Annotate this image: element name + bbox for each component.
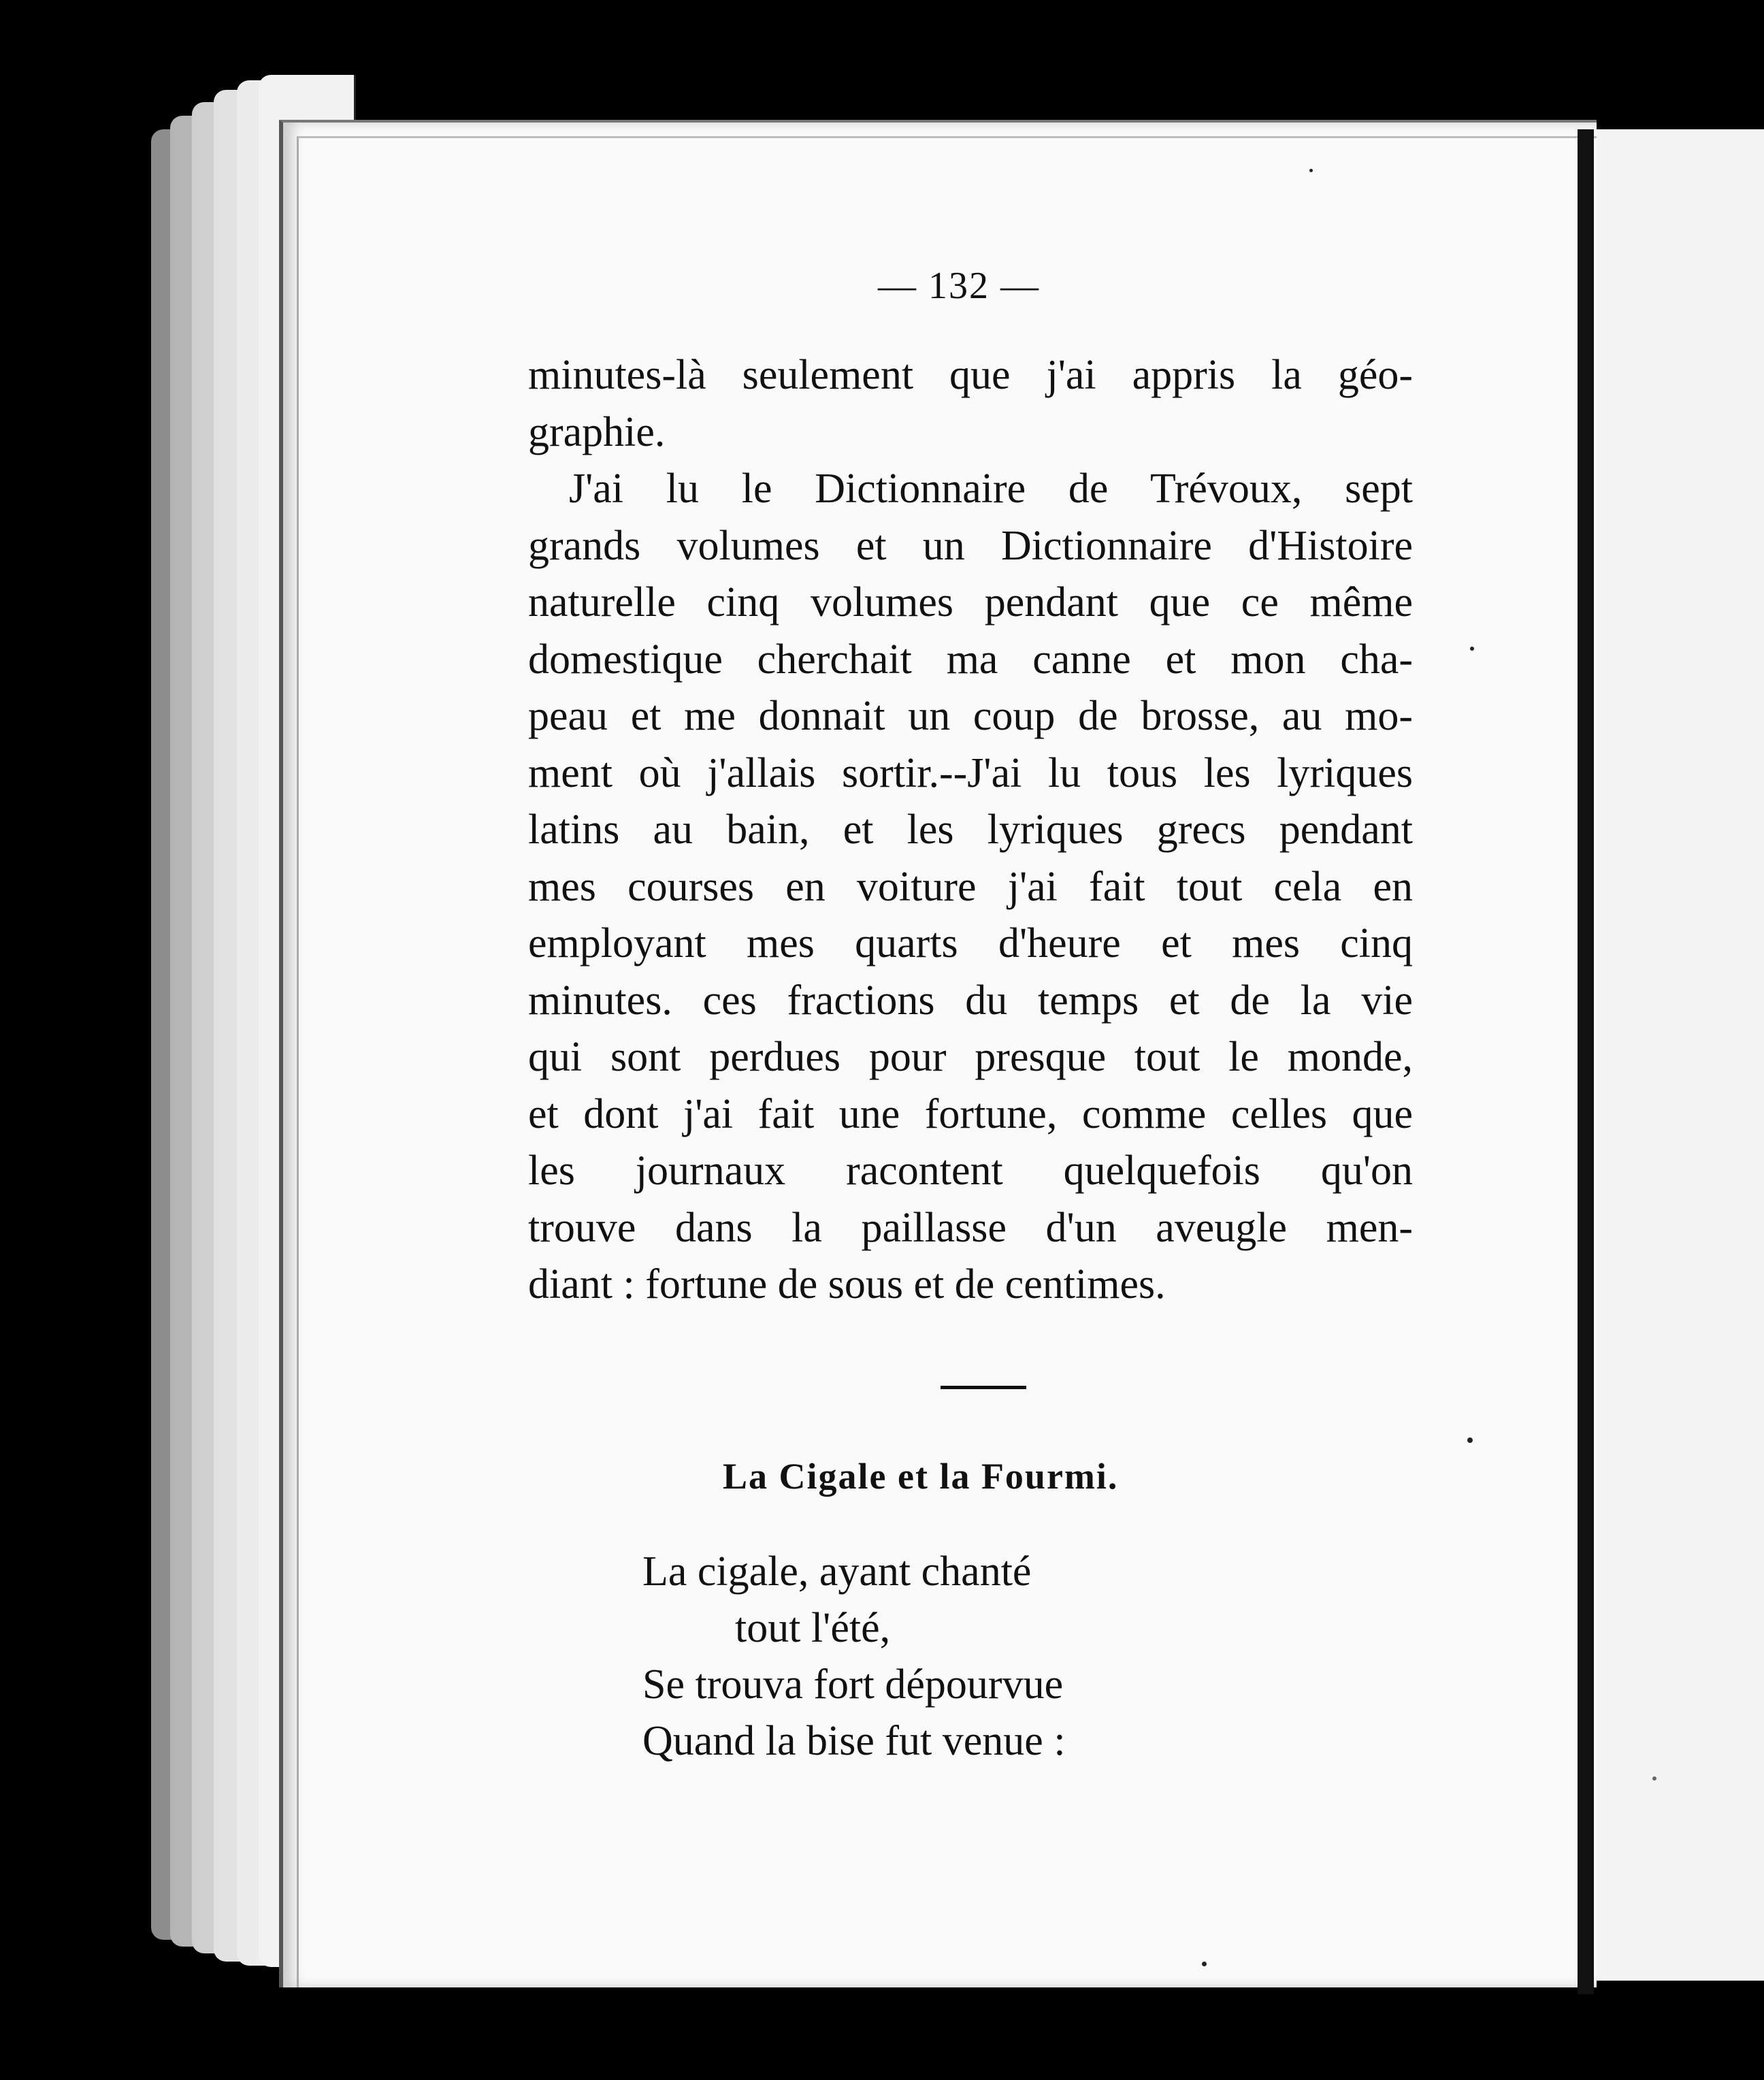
text-line: minutes-là seulement que j'ai appris la géo- (528, 352, 1413, 398)
scan-speck (1202, 1962, 1207, 1966)
text-line: qui sont perdues pour presque tout le monde, (528, 1034, 1413, 1080)
section-divider (941, 1386, 1026, 1389)
scan-speck (1470, 647, 1474, 651)
text-line: domestique cherchait ma canne et mon cha- (528, 636, 1413, 683)
text-line: latins au bain, et les lyriques grecs pendant (528, 807, 1413, 853)
text-line: naturelle cinq volumes pendant que ce même (528, 579, 1413, 625)
text-line: diant : fortune de sous et de centimes. (528, 1261, 1166, 1307)
verse-line: La cigale, ayant chanté (642, 1548, 1032, 1595)
text-line: et dont j'ai fait une fortune, comme celles que (528, 1090, 1413, 1137)
verse-line: tout l'été, (735, 1605, 891, 1651)
text-line: peau et me donnait un coup de brosse, au mo- (528, 693, 1413, 739)
text-line: minutes. ces fractions du temps et de la vie (528, 977, 1413, 1024)
poem-title: La Cigale et la Fourmi. (723, 1456, 1119, 1497)
verse-line: Se trouva fort dépourvue (642, 1661, 1064, 1708)
text-line: mes courses en voiture j'ai fait tout cela en (528, 863, 1413, 910)
text-line: grands volumes et un Dictionnaire d'Histoire (528, 522, 1413, 569)
text-line: ment où j'allais sortir.--J'ai lu tous les lyriques (528, 749, 1413, 796)
text-line: trouve dans la paillasse d'un aveugle men- (528, 1204, 1413, 1251)
facing-page (1594, 129, 1764, 1981)
body-paragraph (528, 347, 1413, 1314)
text-line: les journaux racontent quelquefois qu'on (528, 1148, 1413, 1194)
verse-line: Quand la bise fut venue : (642, 1718, 1066, 1764)
page-number: — 132 — (878, 265, 1040, 307)
scan-speck (1652, 1776, 1656, 1781)
scan-speck (1309, 169, 1313, 172)
book-gutter (1578, 129, 1594, 1994)
poem-verses (642, 1544, 1255, 1770)
scan-speck (1467, 1437, 1473, 1443)
text-line: J'ai lu le Dictionnaire de Trévoux, sept (569, 466, 1413, 512)
text-line: employant mes quarts d'heure et mes cinq (528, 920, 1413, 966)
text-line: graphie. (528, 408, 666, 455)
